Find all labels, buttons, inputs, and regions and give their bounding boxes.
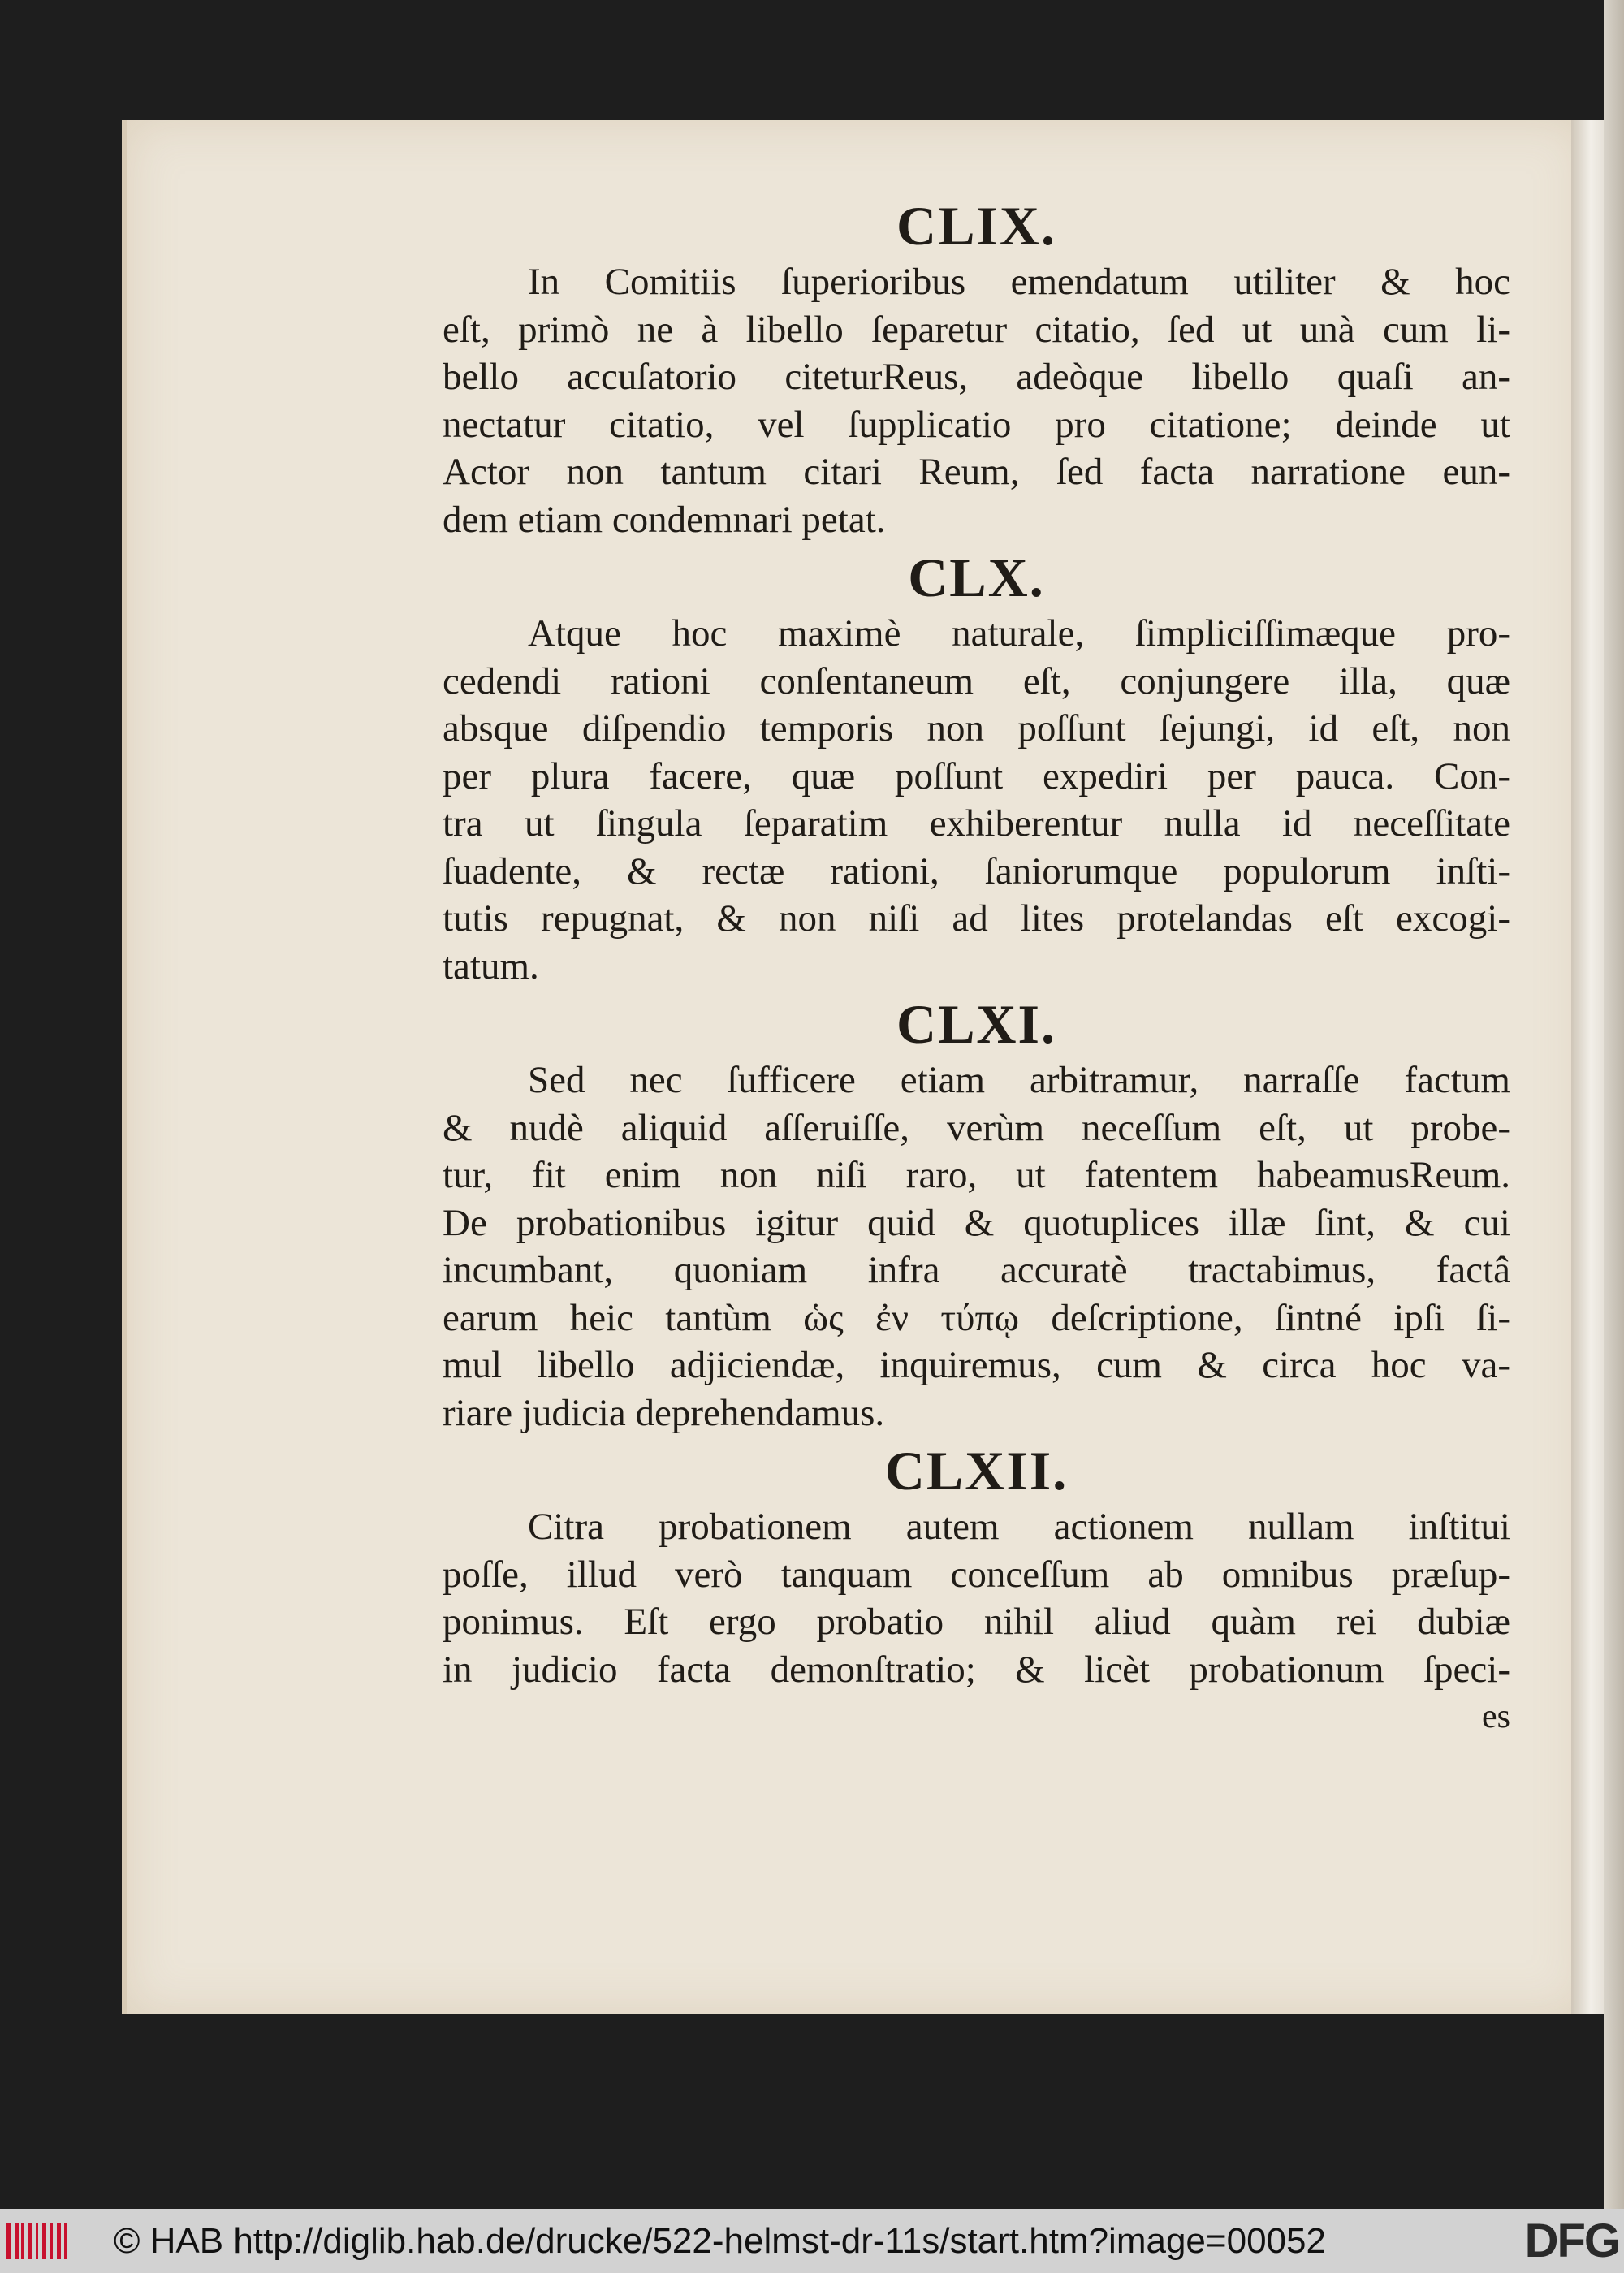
text-line: Citra probationem autem actionem nullam inſtitui (528, 1506, 1510, 1548)
adjacent-page-edge (1604, 0, 1624, 2209)
section-heading-clix: CLIX. (896, 195, 1057, 257)
text-line: bello accuſatorio citeturReus, adeòque libello quaſi an- (443, 356, 1510, 398)
catchword: es (1482, 1698, 1510, 1735)
text-block (443, 193, 1510, 1740)
text-line: riare judicia deprehendamus. (443, 1391, 885, 1434)
text-line: earum heic tantùm ὡς ἐν τύπῳ deſcriptione, ſintné ipſi ſi- (443, 1296, 1510, 1339)
text-line: In Comitiis ſuperioribus emendatum utiliter & hoc (528, 261, 1510, 303)
text-line: Sed nec ſufficere etiam arbitramur, narraſſe factum (528, 1059, 1510, 1101)
barcode-logo-icon (6, 2223, 67, 2259)
text-line: ponimus. Eſt ergo probatio nihil aliud quàm rei dubiæ (443, 1601, 1510, 1643)
text-line: cedendi rationi conſentaneum eſt, conjungere illa, quæ (443, 659, 1510, 702)
text-line: in judicio facta demonſtratio; & licèt probationum ſpeci- (443, 1648, 1510, 1691)
text-line: per plura facere, quæ poſſunt expediri per pauca. Con- (443, 754, 1510, 797)
page-gutter (1571, 120, 1604, 2014)
section-heading-clxi: CLXI. (896, 993, 1057, 1055)
section-heading-clx: CLX. (908, 547, 1045, 608)
footer-bar (0, 2209, 1624, 2273)
text-line: incumbant, quoniam infra accuratè tractabimus, factâ (443, 1249, 1510, 1291)
text-line: tutis repugnat, & non niſi ad lites protelandas eſt excogi- (443, 897, 1510, 940)
text-line: tatum. (443, 944, 539, 987)
text-line: mul libello adjiciendæ, inquiremus, cum & circa hoc va- (443, 1344, 1510, 1386)
text-line: & nudè aliquid aſſeruiſſe, verùm neceſſum eſt, ut probe- (443, 1106, 1510, 1149)
section-text-clix (443, 258, 1510, 543)
text-line: eſt, primò ne à libello ſeparetur citatio, ſed ut unà cum li- (443, 308, 1510, 351)
text-line: Atque hoc maximè naturale, ſimpliciſſimæque pro- (528, 612, 1510, 655)
text-line: dem etiam condemnari petat. (443, 498, 886, 541)
text-line: De probationibus igitur quid & quotuplices illæ ſint, & cui (443, 1201, 1510, 1244)
text-line: tur, fit enim non niſi raro, ut fatentem habeamusReum. (443, 1154, 1510, 1196)
text-line: tra ut ſingula ſeparatim exhiberentur nulla id neceſſitate (443, 802, 1510, 845)
dfg-logo: DFG (1524, 2215, 1619, 2267)
text-line: Actor non tantum citari Reum, ſed facta narratione eun- (443, 451, 1510, 493)
text-line: ſuadente, & rectæ rationi, ſaniorumque populorum inſti- (443, 849, 1510, 892)
section-text-clx (443, 610, 1510, 990)
text-line: nectatur citatio, vel ſupplicatio pro citatione; deinde ut (443, 403, 1510, 446)
footer-source-link[interactable]: © HAB http://diglib.hab.de/drucke/522-helmst-dr-11s/start.htm?image=00052 (114, 2221, 1326, 2261)
section-text-clxii (443, 1503, 1510, 1693)
text-line: poſſe, illud verò tanquam conceſſum ab omnibus præſup- (443, 1553, 1510, 1596)
text-line: absque diſpendio temporis non poſſunt ſejungi, id eſt, non (443, 707, 1510, 750)
section-heading-clxii: CLXII. (884, 1440, 1069, 1502)
section-text-clxi (443, 1057, 1510, 1437)
